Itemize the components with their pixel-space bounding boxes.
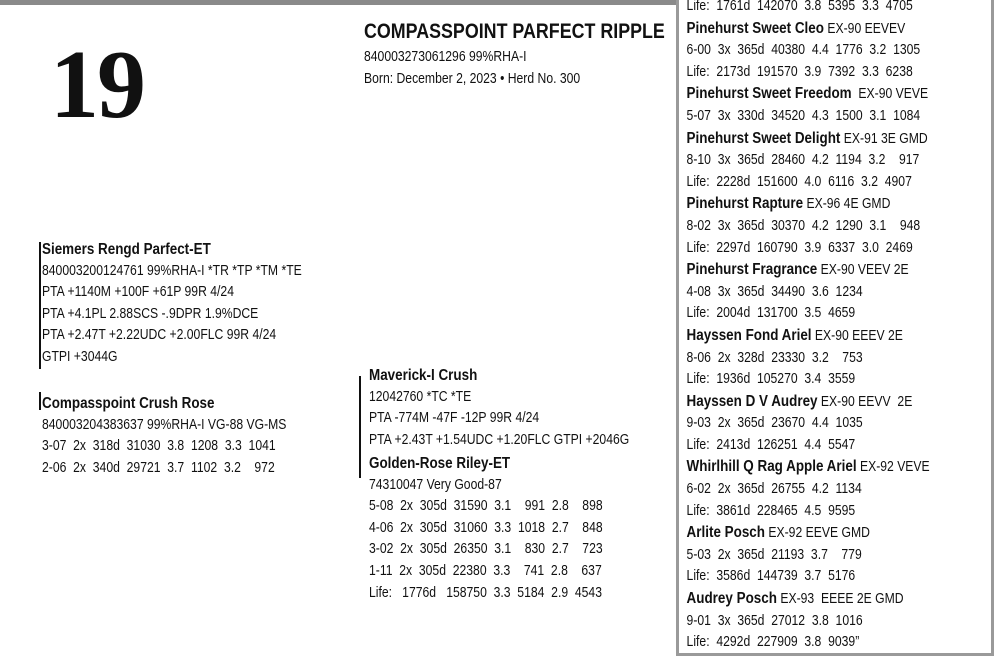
family-member-heading	[679, 128, 941, 151]
family-member-heading	[679, 18, 941, 41]
grandsire-line: 12042760 *TC *TE	[369, 388, 472, 405]
grandsire-block	[369, 365, 679, 451]
sire-line: PTA +2.47T +2.22UDC +2.00FLC 99R 4/24	[42, 327, 277, 344]
family-member-classification: EX-93 EEEE 2E GMD	[776, 591, 904, 608]
family-record-line: 9-01 3x 365d 27012 3.8 1016	[686, 612, 863, 629]
sire-line: 840003200124761 99%RHA-I *TR *TP *TM *TE	[42, 262, 302, 279]
granddam-line: Life: 1776d 158750 3.3 5184 2.9 4543	[369, 584, 602, 601]
grandsire-bracket	[359, 376, 361, 478]
family-member-classification: EX-90 VEVE	[851, 86, 929, 103]
animal-born-line: Born: December 2, 2023 • Herd No. 300	[364, 70, 581, 87]
family-member-name: Pinehurst Sweet Freedom	[686, 85, 852, 103]
dam-line: 3-07 2x 318d 31030 3.8 1208 3.3 1041	[42, 438, 276, 455]
family-panel	[676, 0, 994, 656]
family-list	[679, 0, 991, 654]
sire-name: Siemers Rengd Parfect-ET	[42, 241, 211, 258]
animal-name: COMPASSPOINT PARFECT RIPPLE	[364, 20, 665, 43]
family-record-line: Life: 2413d 126251 4.4 5547	[686, 436, 856, 453]
family-member-classification: EX-90 EEEV 2E	[811, 327, 903, 344]
family-record-line: 9-03 2x 365d 23670 4.4 1035	[686, 415, 863, 432]
grandsire-line: PTA -774M -47F -12P 99R 4/24	[369, 410, 540, 427]
dam-name: Compasspoint Crush Rose	[42, 395, 215, 412]
family-member-classification: EX-92 EEVE GMD	[764, 525, 870, 542]
grandsire-line: PTA +2.43T +1.54UDC +1.20FLC GTPI +2046G	[369, 431, 630, 448]
family-member-name: Hayssen D V Audrey	[686, 392, 818, 410]
family-record-line: Life: 2004d 131700 3.5 4659	[686, 305, 856, 322]
grandsire-name: Maverick-I Crush	[369, 367, 478, 384]
family-record-line: Life: 4292d 227909 3.8 9039”	[686, 634, 860, 651]
family-member-classification: EX-96 4E GMD	[803, 196, 891, 213]
family-member-name: Hayssen Fond Ariel	[686, 326, 812, 344]
top-rule	[0, 0, 676, 5]
family-member-heading	[679, 456, 941, 479]
dam-block	[42, 393, 333, 479]
family-record-line: 6-02 2x 365d 26755 4.2 1134	[686, 481, 862, 498]
family-record-line: Life: 1761d 142070 3.8 5395 3.3 4705	[686, 0, 913, 14]
family-member-classification: EX-90 EEVEV	[823, 20, 906, 37]
dam-line: 2-06 2x 340d 29721 3.7 1102 3.2 972	[42, 459, 275, 476]
granddam-block	[369, 453, 647, 604]
family-member-name: Pinehurst Fragrance	[686, 261, 818, 279]
family-record-line: Life: 3861d 228465 4.5 9595	[686, 502, 856, 519]
family-record-line: Life: 2228d 151600 4.0 6116 3.2 4907	[686, 173, 912, 190]
family-member-name: Arlite Posch	[686, 524, 765, 542]
granddam-line: 5-08 2x 305d 31590 3.1 991 2.8 898	[369, 498, 603, 515]
family-record-line: 8-02 3x 365d 30370 4.2 1290 3.1 948	[686, 217, 921, 234]
family-record-line: Life: 2173d 191570 3.9 7392 3.3 6238	[686, 63, 913, 80]
lot-number: 19	[50, 31, 144, 139]
granddam-line: 74310047 Very Good-87	[369, 476, 502, 493]
sire-bracket	[39, 242, 41, 369]
family-member-name: Pinehurst Sweet Delight	[686, 129, 841, 147]
family-member-name: Pinehurst Sweet Cleo	[686, 19, 824, 37]
animal-info	[364, 47, 621, 90]
family-member-heading	[679, 83, 941, 106]
family-record-line: 8-06 2x 328d 23330 3.2 753	[686, 349, 863, 366]
family-record-line: 8-10 3x 365d 28460 4.2 1194 3.2 917	[686, 152, 920, 169]
dam-line: 840003204383637 99%RHA-I VG-88 VG-MS	[42, 416, 287, 433]
family-record-line: 5-03 2x 365d 21193 3.7 779	[686, 546, 862, 563]
sire-line: PTA +4.1PL 2.88SCS -.9DPR 1.9%DCE	[42, 305, 259, 322]
family-member-classification: EX-91 3E GMD	[840, 130, 928, 147]
granddam-line: 3-02 2x 305d 26350 3.1 830 2.7 723	[369, 541, 603, 558]
family-record-line: 6-00 3x 365d 40380 4.4 1776 3.2 1305	[686, 42, 921, 59]
sire-block	[42, 239, 351, 369]
family-member-classification: EX-92 VEVE	[856, 459, 930, 476]
family-record-line: Life: 1936d 105270 3.4 3559	[686, 371, 856, 388]
family-member-classification: EX-90 VEEV 2E	[817, 262, 909, 279]
family-member-heading	[679, 325, 941, 348]
animal-id-line: 840003273061296 99%RHA-I	[364, 49, 527, 65]
family-record-line: Life: 2297d 160790 3.9 6337 3.0 2469	[686, 239, 913, 256]
family-member-heading	[679, 391, 941, 414]
family-member-name: Audrey Posch	[686, 590, 777, 608]
family-member-heading	[679, 193, 941, 216]
family-member-name: Whirlhill Q Rag Apple Ariel	[686, 458, 857, 476]
sire-line: GTPI +3044G	[42, 348, 118, 365]
family-member-classification: EX-90 EEVV 2E	[817, 393, 913, 410]
granddam-line: 1-11 2x 305d 22380 3.3 741 2.8 637	[369, 562, 602, 579]
family-member-heading	[679, 588, 941, 611]
family-member-heading	[679, 522, 941, 545]
family-record-line: 5-07 3x 330d 34520 4.3 1500 3.1 1084	[686, 107, 921, 124]
granddam-line: 4-06 2x 305d 31060 3.3 1018 2.7 848	[369, 519, 603, 536]
dam-bracket	[39, 392, 41, 410]
granddam-name: Golden-Rose Riley-ET	[369, 455, 511, 472]
family-record-line: Life: 3586d 144739 3.7 5176	[686, 568, 856, 585]
family-member-name: Pinehurst Rapture	[686, 195, 804, 213]
family-member-heading	[679, 259, 941, 282]
family-record-line: 4-08 3x 365d 34490 3.6 1234	[686, 283, 863, 300]
sire-line: PTA +1140M +100F +61P 99R 4/24	[42, 284, 234, 301]
